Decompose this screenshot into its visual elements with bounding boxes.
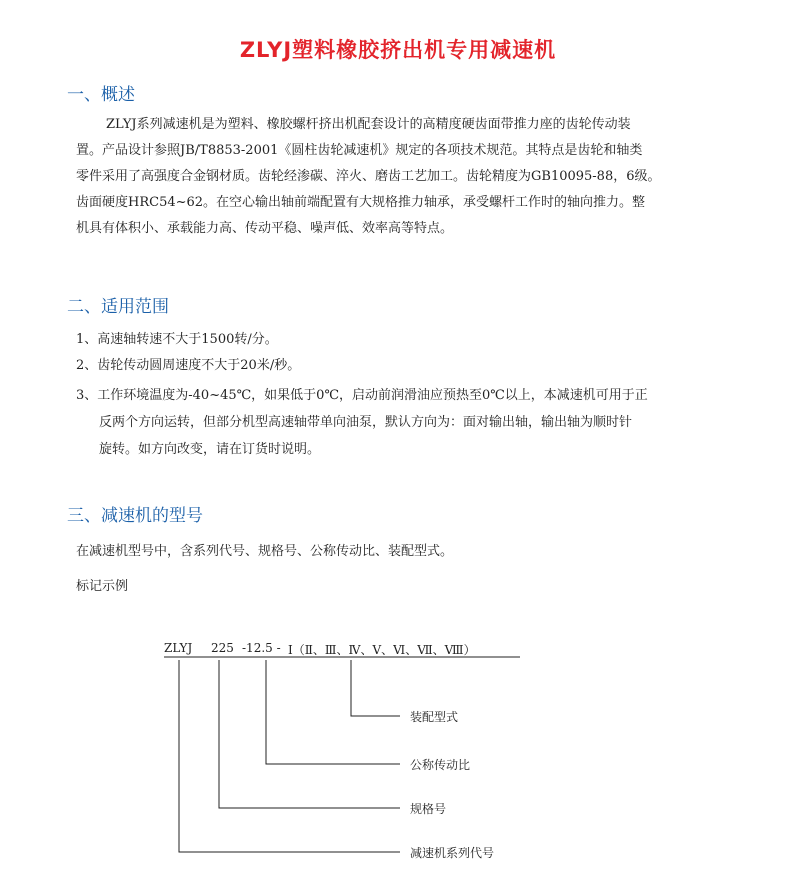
code-ratio: -12.5 - [242,641,281,655]
scope-item: 3、工作环境温度为-40~45℃，如果低于0℃，启动前润滑油应预热至0℃以上，本减速机可用于正 [76,388,648,403]
scope-item: 反两个方向运转，但部分机型高速轴带单向油泵，默认方向为：面对输出轴，输出轴为顺时针 [99,415,633,430]
overview-line: 零件采用了高强度合金钢材质。齿轮经渗碳、淬火、磨齿工艺加工。齿轮精度为GB10095-88，6级。 [76,169,661,184]
ratio-leader-line [266,660,400,764]
code-size: 225 [211,641,234,655]
code-series: ZLYJ [164,641,193,655]
section-heading-model: 三、减速机的型号 [67,506,203,526]
overview-line: 齿面硬度HRC54~62。在空心输出轴前端配置有大规格推力轴承，承受螺杆工作时的轴向推力。整 [76,195,646,210]
scope-item: 2、齿轮传动圆周速度不大于20米/秒。 [76,358,301,373]
size-leader-line [219,660,400,808]
example-label: 标记示例 [76,579,129,594]
page-title: ZLYJ塑料橡胶挤出机专用减速机 [239,38,557,62]
overview-line: 置。产品设计参照JB/T8853-2001《圆柱齿轮减速机》规定的各项技术规范。其特点是齿轮和轴类 [76,143,643,158]
scope-item: 旋转。如方向改变，请在订货时说明。 [99,442,321,457]
model-intro: 在减速机型号中，含系列代号、规格号、公称传动比、装配型式。 [76,544,454,559]
series-leader-line [179,660,400,852]
code-assembly: Ⅰ（Ⅱ、Ⅲ、Ⅳ、Ⅴ、Ⅵ、Ⅶ、Ⅷ） [288,643,476,657]
overview-line: 机具有体积小、承载能力高、传动平稳、噪声低、效率高等特点。 [76,221,454,236]
label-series: 减速机系列代号 [410,846,495,860]
label-size: 规格号 [410,802,447,816]
overview-line: ZLYJ系列减速机是为塑料、橡胶螺杆挤出机配套设计的高精度硬齿面带推力座的齿轮传动装 [106,117,631,132]
label-assembly: 装配型式 [410,710,459,724]
scope-item: 1、高速轴转速不大于1500转/分。 [76,332,278,347]
label-ratio: 公称传动比 [410,758,471,772]
section-heading-scope: 二、适用范围 [67,297,169,317]
assembly-leader-line [351,660,400,716]
section-heading-overview: 一、概述 [67,85,135,105]
